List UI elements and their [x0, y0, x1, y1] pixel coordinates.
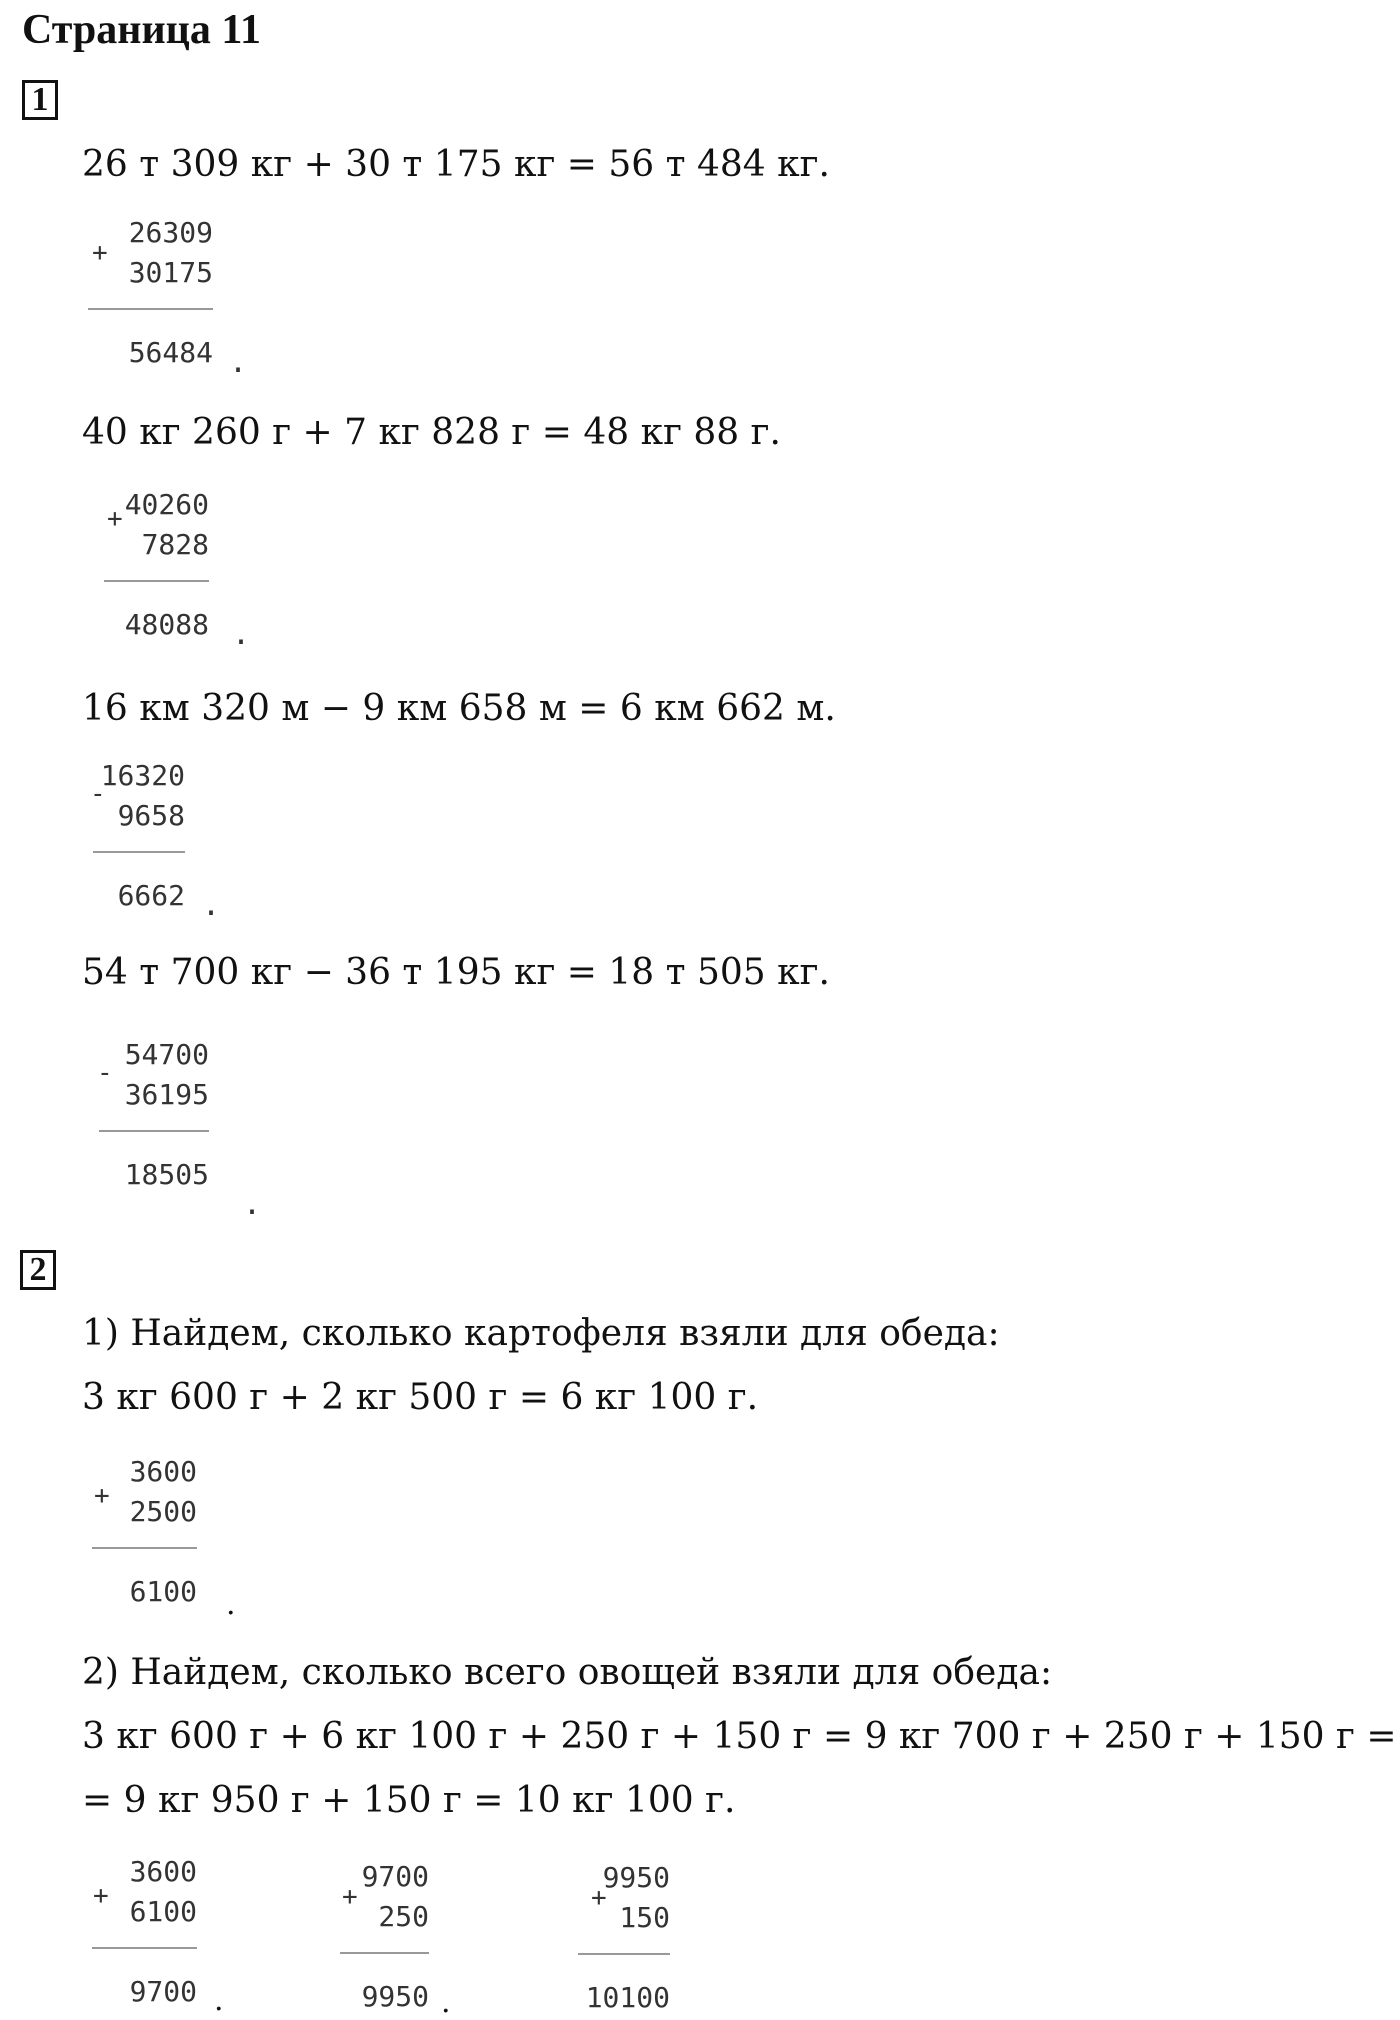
operation-sign: -: [97, 1058, 113, 1088]
result: 6662: [117, 879, 185, 912]
operand-2: 250: [378, 1900, 429, 1933]
operand-2: 30175: [128, 256, 213, 289]
operand-2: 9658: [117, 799, 185, 832]
task-1-number: 1: [22, 80, 58, 120]
underline: [92, 1947, 197, 1949]
task-2-column-2: [57, 1857, 197, 2016]
operand-1: 3600: [129, 1455, 197, 1488]
operation-sign: +: [591, 1883, 607, 1913]
operand-2: 6100: [129, 1895, 197, 1928]
task-2-column-3: [289, 1862, 429, 2016]
task-1-column-1: [73, 216, 248, 380]
task-1-equation-3: 16 км 320 м − 9 км 658 м = 6 км 662 м.: [82, 688, 836, 729]
task-1-column-4: [69, 1038, 262, 1222]
underline: [92, 1547, 197, 1549]
task-1-equation-4: 54 т 700 кг − 36 т 195 кг = 18 т 505 кг.: [82, 952, 830, 993]
period: .: [243, 1187, 262, 1222]
task-2-equation-2: 3 кг 600 г + 6 кг 100 г + 250 г + 150 г = 9 кг 700 г + 250 г + 150 г =: [82, 1716, 1397, 1757]
task-1-column-2: [69, 488, 251, 652]
result: 10100: [585, 1981, 670, 2014]
operand-1: 54700: [124, 1038, 209, 1071]
period: .: [441, 1985, 451, 2020]
task-2-column-1: [57, 1457, 197, 1607]
result: 6100: [129, 1575, 197, 1608]
task-2-number: 2: [20, 1250, 56, 1290]
task-2-equation-3: = 9 кг 950 г + 150 г = 10 кг 100 г.: [82, 1780, 736, 1821]
underline: [99, 1130, 209, 1132]
result: 18505: [124, 1158, 209, 1191]
period: .: [232, 617, 251, 652]
operand-2: 150: [619, 1901, 670, 1934]
operation-sign: -: [90, 779, 106, 809]
task-1-equation-2: 40 кг 260 г + 7 кг 828 г = 48 кг 88 г.: [82, 412, 781, 453]
page-title: Страница 11: [22, 7, 262, 53]
operation-sign: +: [93, 1881, 109, 1911]
result: 56484: [128, 336, 213, 369]
underline: [104, 580, 209, 582]
operand-1: 9700: [361, 1860, 429, 1893]
period: .: [214, 1983, 224, 2018]
operand-1: 16320: [100, 759, 185, 792]
operand-2: 2500: [129, 1495, 197, 1528]
operand-2: 7828: [141, 528, 209, 561]
operand-1: 26309: [128, 216, 213, 249]
operand-1: 40260: [124, 488, 209, 521]
task-2-step-2-text: 2) Найдем, сколько всего овощей взяли для обеда:: [82, 1652, 1053, 1693]
underline: [340, 1952, 429, 1954]
task-1-equation-1: 26 т 309 кг + 30 т 175 кг = 56 т 484 кг.: [82, 144, 830, 185]
task-2-step-1-text: 1) Найдем, сколько картофеля взяли для обеда:: [82, 1313, 1000, 1354]
underline: [93, 851, 185, 853]
operation-sign: +: [107, 504, 123, 534]
result: 9700: [129, 1975, 197, 2008]
underline: [578, 1953, 670, 1955]
operation-sign: +: [94, 1481, 110, 1511]
underline: [88, 308, 213, 310]
task-2-column-4: [530, 1863, 670, 2016]
period: .: [226, 1587, 236, 1622]
operand-1: 9950: [602, 1861, 670, 1894]
result: 48088: [124, 608, 209, 641]
task-1-column-3: [45, 759, 221, 923]
task-2-equation-1: 3 кг 600 г + 2 кг 500 г = 6 кг 100 г.: [82, 1377, 759, 1418]
period: .: [229, 345, 248, 380]
result: 9950: [361, 1980, 429, 2013]
period: .: [202, 888, 221, 923]
operand-2: 36195: [124, 1078, 209, 1111]
operation-sign: +: [92, 238, 108, 268]
operation-sign: +: [342, 1882, 358, 1912]
operand-1: 3600: [129, 1855, 197, 1888]
